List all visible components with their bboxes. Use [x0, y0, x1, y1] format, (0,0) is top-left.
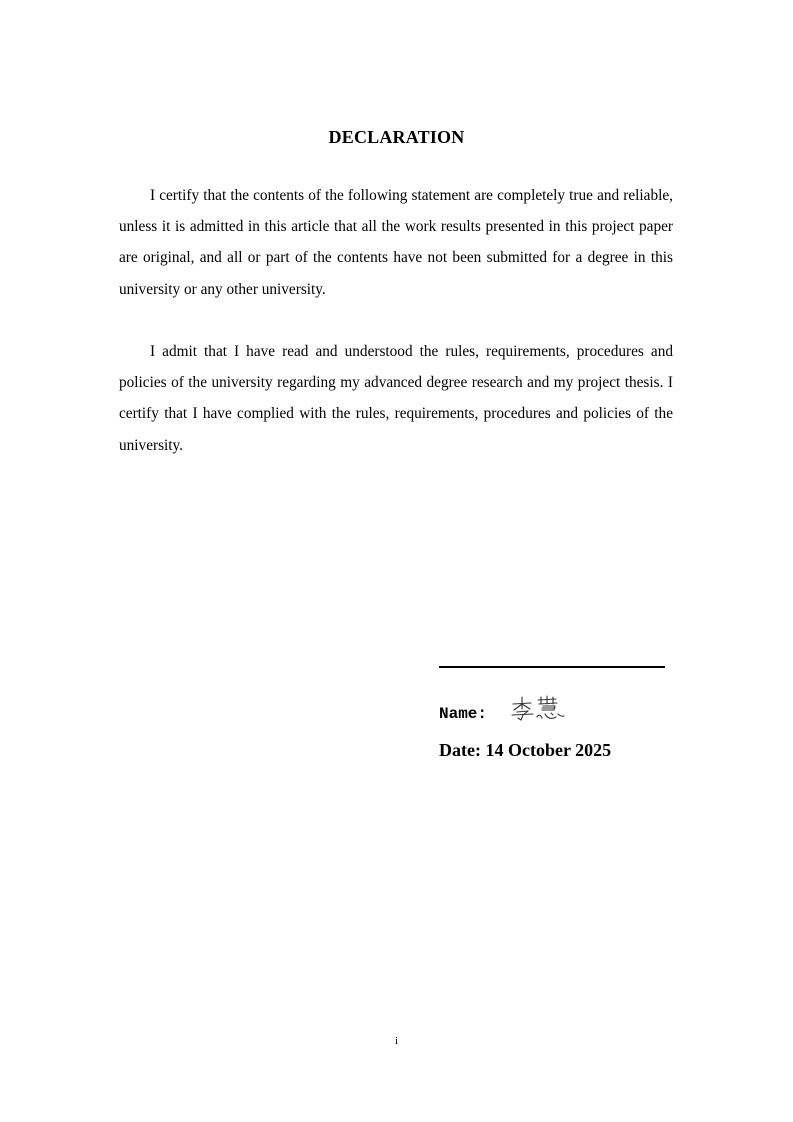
date-label: Date: 14 October 2025: [439, 740, 612, 760]
signature-line: [439, 666, 665, 668]
declaration-paragraph-2: I admit that I have read and understood the rules, requirements, procedures and policies of the university regarding my advanced degree research and my project thesis. I certify that I have complied with the rules, requirements, procedures and policies of the university.: [119, 343, 673, 454]
handwritten-signature: [509, 695, 569, 725]
page-title: DECLARATION: [328, 127, 465, 147]
name-label: Name:: [439, 705, 488, 723]
declaration-paragraph-1: I certify that the contents of the following statement are completely true and reliable, unless it is admitted in this article that all the work results presented in this project paper are original, and all or part of the contents have not been submitted for a degree in this university or any other university.: [119, 187, 673, 298]
page-number: i: [394, 1035, 399, 1047]
